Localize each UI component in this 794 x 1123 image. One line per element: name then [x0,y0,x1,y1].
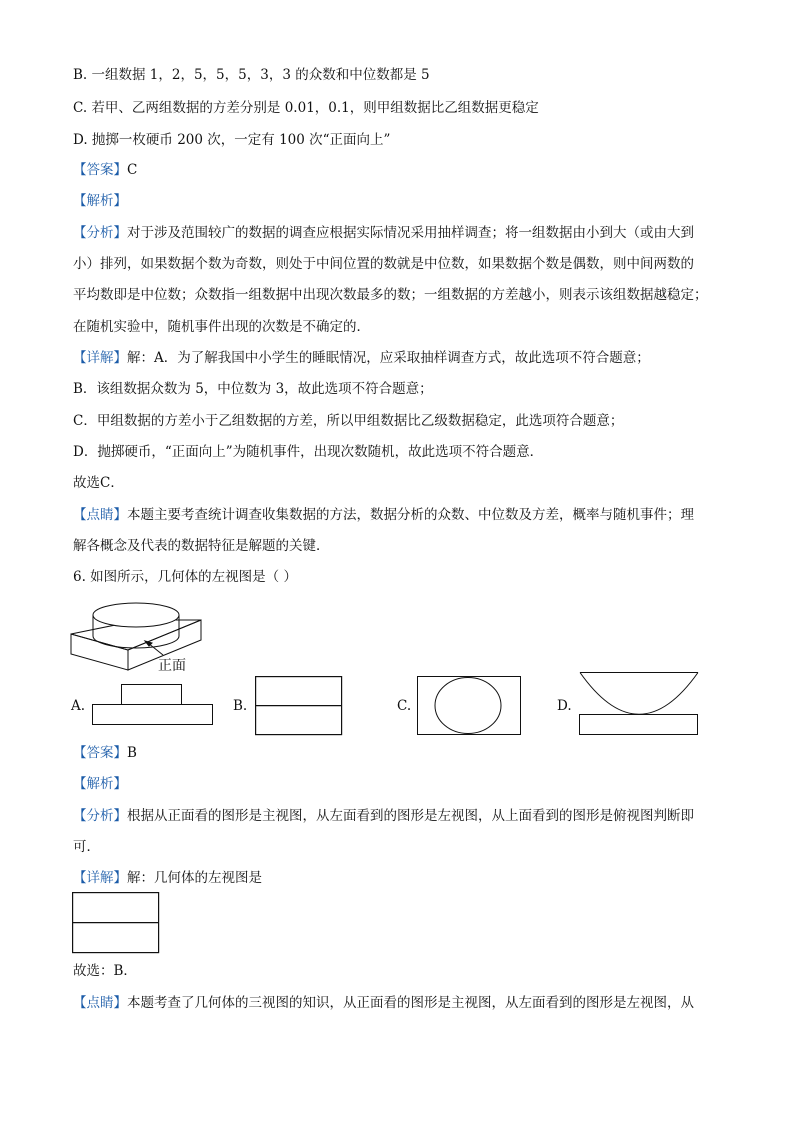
xiangjie-line-1 [73,349,650,367]
dianjing-line-1 [73,506,694,524]
fenxi2-line-1 [73,807,694,825]
conclusion-line-2: 故选：B． [73,963,137,979]
fenxi-line-3: 平均数即是中位数；众数指一组数据中出现次数最多的数；一组数据的方差越小，则表示该组数据越稳定； [73,287,708,303]
conclusion-line-1: 故选C． [73,475,124,491]
fenxi-line-2: 小）排列，如果数据个数为奇数，则处于中间位置的数就是中位数，如果数据个数是偶数，则中间两数的 [73,256,694,272]
option-b-figure [255,675,345,737]
option-b-label: B. [233,698,248,714]
question-6: 6. 如图所示，几何体的左视图是（ ） [73,569,297,585]
answer2-line [73,744,137,762]
xiangjie-line-3: C．甲组数据的方差小于乙组数据的方差，所以甲组数据比乙级数据稳定，此选项符合题意； [73,413,624,429]
answer-tag: 【答案】 [73,162,127,178]
option-d-figure [578,671,700,737]
option-a-label: A. [71,698,86,714]
xiangjie2-line-1 [73,869,262,887]
front-label: 正面 [158,658,186,674]
fenxi2-line-2: 可． [73,839,100,855]
option-b-text: B. 一组数据 1，2，5，5，5，3，3 的众数和中位数都是 5 [73,67,430,83]
dianjing2-line-1 [73,994,694,1012]
fenxi2-text-1: 根据从正面看的图形是主视图，从左面看到的图形是左视图，从上面看到的图形是俯视图判断即 [127,808,694,824]
option-d-label: D. [557,698,572,714]
xiangjie-line-4: D．抛掷硬币，“正面向上”为随机事件，出现次数随机，故此选项不符合题意． [73,444,544,460]
fenxi2-tag: 【分析】 [73,808,127,824]
fenxi-tag: 【分析】 [73,225,127,241]
analysis2-heading: 【解析】 [73,776,127,792]
dianjing-tag: 【点睛】 [73,507,127,523]
option-a-figure [92,683,214,727]
fenxi-line-1 [73,224,694,242]
option-d-text: D. 抛掷一枚硬币 200 次，一定有 100 次“正面向上” [73,132,391,148]
option-c-label: C. [397,698,412,714]
xiangjie-tag: 【详解】 [73,350,127,366]
xiangjie2-text-1: 解：几何体的左视图是 [127,870,262,886]
answer-left-view-figure [72,892,162,954]
answer2-tag: 【答案】 [73,745,127,761]
fenxi-text-1: 对于涉及范围较广的数据的调查应根据实际情况采用抽样调查；将一组数据由小到大（或由大到 [127,225,694,241]
dianjing-text-1: 本题主要考查统计调查收集数据的方法，数据分析的众数、中位数及方差，概率与随机事件；理 [127,507,694,523]
option-c-text: C. 若甲、乙两组数据的方差分别是 0.01，0.1，则甲组数据比乙组数据更稳定 [73,100,539,116]
answer-value: C [127,162,138,178]
analysis-heading: 【解析】 [73,193,127,209]
xiangjie-text-1: 解：A．为了解我国中小学生的睡眠情况，应采取抽样调查方式，故此选项不符合题意； [127,350,650,366]
option-c-figure [417,675,523,737]
solid-figure [68,590,208,678]
xiangjie-line-2: B．该组数据众数为 5，中位数为 3，故此选项不符合题意； [73,381,433,397]
dianjing2-tag: 【点睛】 [73,995,127,1011]
fenxi-line-4: 在随机实验中，随机事件出现的次数是不确定的． [73,319,370,335]
xiangjie2-tag: 【详解】 [73,870,127,886]
answer2-value: B [127,745,137,761]
answer-line [73,161,137,179]
dianjing-line-2: 解各概念及代表的数据特征是解题的关键． [73,538,330,554]
dianjing2-text-1: 本题考查了几何体的三视图的知识，从正面看的图形是主视图，从左面看到的图形是左视图，从 [127,995,694,1011]
